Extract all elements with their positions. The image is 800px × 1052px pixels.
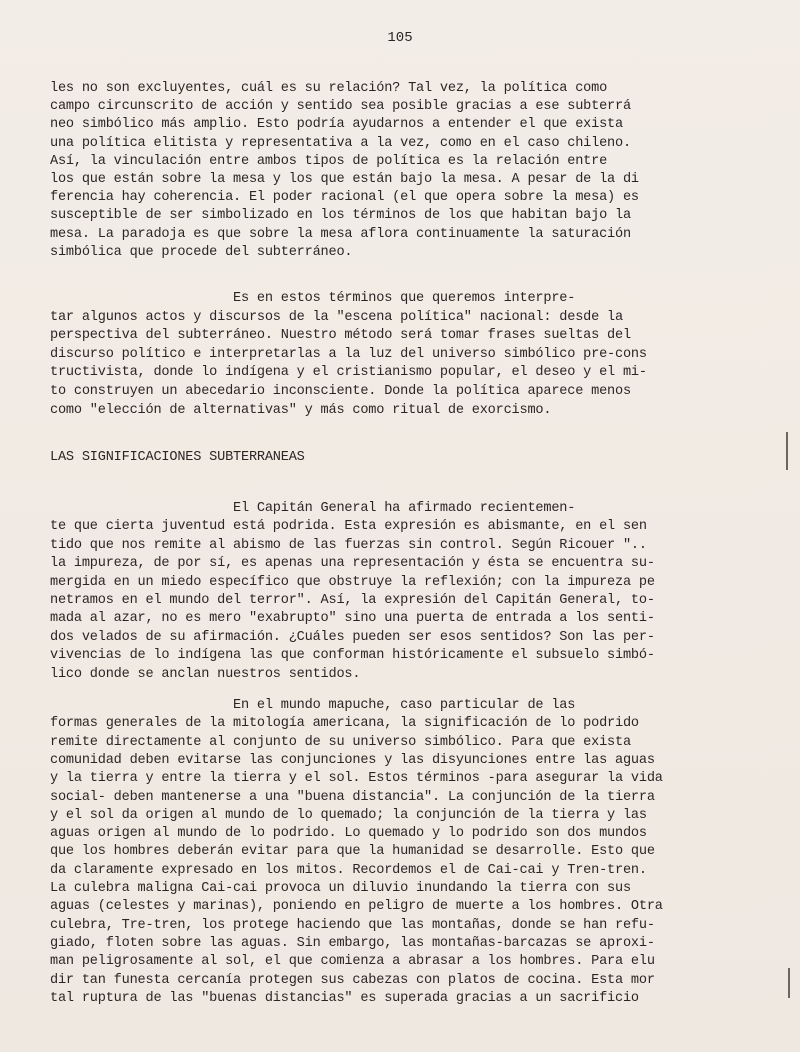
text-line: y el sol da origen al mundo de lo quemado; la conjunción de la tierra y las — [50, 807, 647, 823]
text-line: que los hombres deberán evitar para que la humanidad se desarrolle. Esto que — [50, 844, 655, 860]
text-line: aguas (celestes y marinas), poniendo en peligro de muerte a los hombres. Otra — [50, 899, 663, 915]
text-line: man peligrosamente al sol, el que comienza a abrasar a los hombres. Para elu — [50, 954, 655, 970]
text-line: El Capitán General ha afirmado recientemen- — [50, 501, 576, 516]
text-line: los que están sobre la mesa y los que están bajo la mesa. A pesar de la di — [50, 172, 639, 187]
text-line: comunidad deben evitarse las conjunciones y las disyunciones entre las aguas — [50, 752, 655, 768]
text-line: tructivista, donde lo indígena y el cristianismo popular, el deseo y el mi- — [50, 365, 647, 381]
text-line: remite directamente al conjunto de su universo simbólico. Para que exista — [50, 734, 631, 750]
text-line: dos velados de su afirmación. ¿Cuáles pueden ser esos sentidos? Son las per- — [50, 629, 655, 645]
text-line: mergida en un miedo específico que obstruye la reflexión; con la impureza pe — [50, 574, 655, 590]
text-line: simbólica que procede del subterráneo. — [50, 244, 353, 260]
text-line: aguas origen al mundo de lo podrido. Lo quemado y lo podrido son dos mundos — [50, 826, 647, 842]
text-line: perspectiva del subterráneo. Nuestro método será tomar frases sueltas del — [50, 328, 631, 344]
text-line: dir tan funesta cercanía protegen sus cabezas con platos de cocina. Esta mor — [50, 972, 655, 988]
text-line: tal ruptura de las "buenas distancias" es superada gracias a un sacrificio — [50, 990, 639, 1006]
margin-mark-1 — [786, 432, 788, 470]
text-line: la impureza, de por sí, es apenas una representación y ésta se encuentra su- — [50, 556, 655, 572]
text-line: to construyen un abecedario inconsciente. Donde la política aparece menos — [50, 384, 631, 399]
text-line: social- deben mantenerse a una "buena distancia". La conjunción de la tierra — [50, 789, 655, 805]
text-line: La culebra maligna Cai-cai provoca un diluvio inundando la tierra con sus — [50, 881, 631, 896]
text-line: y la tierra y entre la tierra y el sol. Estos términos -para asegurar la vida — [50, 771, 663, 787]
text-line: En el mundo mapuche, caso particular de las — [50, 698, 576, 713]
text-line: Así, la vinculación entre ambos tipos de política es la relación entre — [50, 153, 608, 169]
text-line: mada al azar, no es mero "exabrupto" sino una puerta de entrada a los senti- — [50, 611, 655, 627]
text-line: neo simbólico más amplio. Esto podría ayudarnos a entender el que exista — [50, 117, 623, 133]
text-line: formas generales de la mitología americana, la significación de lo podrido — [50, 716, 639, 732]
text-line: tido que nos remite al abismo de las fuerzas sin control. Según Ricouer ".. — [50, 537, 647, 553]
text-line: Es en estos términos que queremos interpre- — [50, 291, 576, 306]
text-line: como "elección de alternativas" y más como ritual de exorcismo. — [50, 402, 552, 418]
margin-mark-2 — [788, 968, 790, 998]
text-line: ferencia hay coherencia. El poder racional (el que opera sobre la mesa) es — [50, 190, 639, 206]
text-line: netramos en el mundo del terror". Así, la expresión del Capitán General, to- — [50, 593, 655, 608]
page-number: 105 — [387, 30, 413, 46]
text-line: campo circunscrito de acción y sentido sea posible gracias a ese subterrá — [50, 99, 631, 115]
text-line: mesa. La paradoja es que sobre la mesa aflora continuamente la saturación — [50, 226, 631, 242]
text-line: susceptible de ser simbolizado en los términos de los que habitan bajo la — [50, 208, 631, 224]
text-line: tar algunos actos y discursos de la "escena política" nacional: desde la — [50, 309, 623, 325]
text-line: da claramente expresado en los mitos. Recordemos el de Cai-cai y Tren-tren. — [50, 862, 647, 878]
text-line: giado, floten sobre las aguas. Sin embargo, las montañas-barcazas se aproxi- — [50, 935, 655, 951]
text-line: te que cierta juventud está podrida. Esta expresión es abismante, en el sen — [50, 519, 647, 535]
text-line: una política elitista y representativa a la vez, como en el caso chileno. — [50, 135, 631, 151]
text-line: culebra, Tre-tren, los protege haciendo que las montañas, donde se han refu- — [50, 917, 655, 933]
section-heading: LAS SIGNIFICACIONES SUBTERRANEAS — [50, 450, 305, 465]
text-line: les no son excluyentes, cuál es su relación? Tal vez, la política como — [50, 81, 608, 96]
text-line: discurso político e interpretarlas a la luz del universo simbólico pre-cons — [50, 346, 647, 362]
text-line: vivencias de lo indígena las que conforman históricamente el subsuelo simbó- — [50, 648, 655, 664]
text-line: lico donde se anclan nuestros sentidos. — [50, 666, 361, 682]
